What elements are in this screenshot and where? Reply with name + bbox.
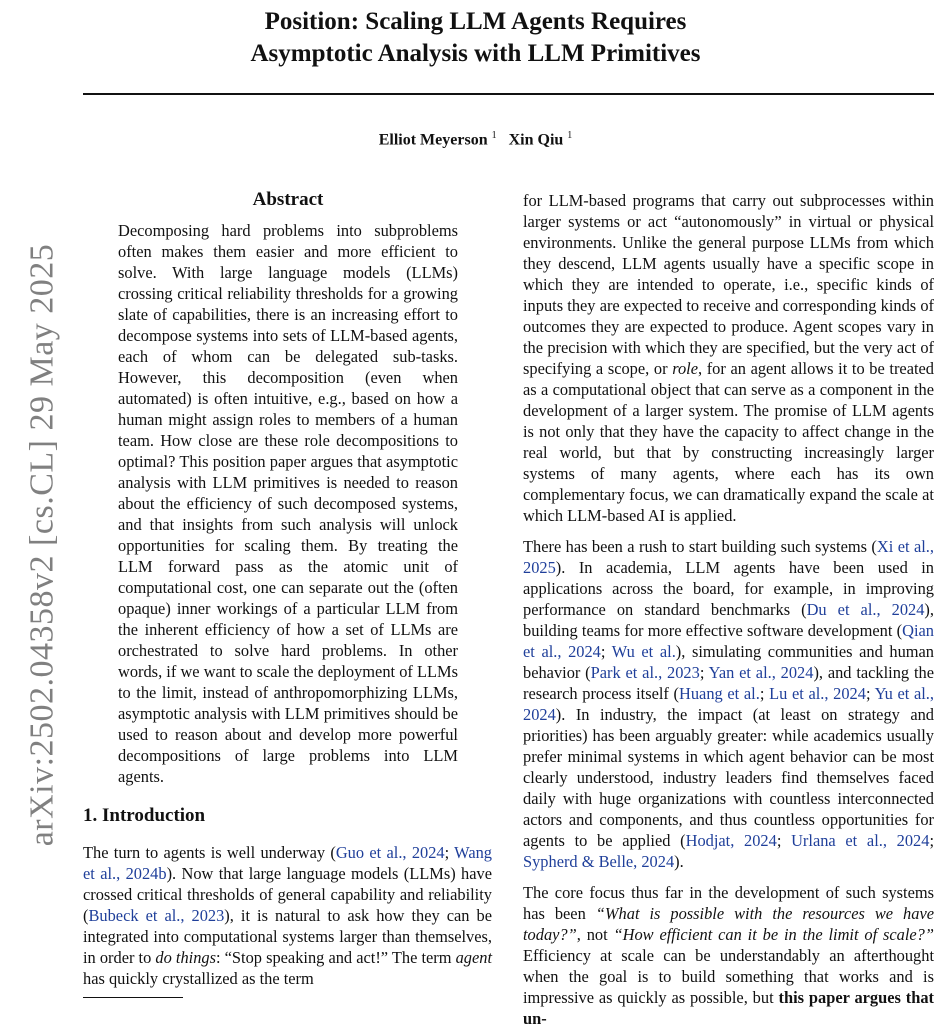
- text-run: The turn to agents is well underway (: [83, 843, 336, 862]
- emphasis-text: role: [672, 359, 698, 378]
- emphasis-text: agent: [455, 948, 493, 967]
- right-column: [523, 190, 934, 1029]
- bold-claim: this paper argues that un-: [523, 988, 934, 1028]
- section-heading: 1. Introduction: [83, 805, 206, 826]
- text-run: ;: [699, 663, 709, 682]
- abstract-heading: Abstract: [252, 189, 324, 210]
- body-paragraph: [523, 536, 934, 872]
- text-run: has quickly crystallized as the term: [83, 969, 314, 988]
- arxiv-identifier: arXiv:2502.04358v2 [cs.CL] 29 May 2025: [23, 243, 61, 847]
- question-quote: “What is possible with the resources we have today?”: [523, 904, 934, 944]
- text-run: ;: [929, 831, 935, 850]
- text-run: ;: [444, 843, 455, 862]
- text-run: There has been a rush to start building such systems (: [523, 537, 877, 556]
- text-run: ;: [600, 642, 612, 661]
- text-run: ). In academia, LLM agents have been used in applications across the board, for example, in improving performance on standard benchmarks (: [523, 558, 934, 619]
- citation-link[interactable]: Guo et al., 2024: [335, 843, 445, 862]
- body-paragraph: [523, 882, 934, 1029]
- text-run: , for an agent allows it to be treated as a computational object that can serve as a component in the development of a larger system. The promise of LLM agents is not only that they have the capacity to affect change in the real world, but that by constructing increasingly larger systems of many agents, where each has its own complementary focus, we can dramatically expand the scale at which LLM-based AI is applied.: [523, 359, 934, 525]
- text-run: ), building teams for more effective software development (: [523, 600, 934, 640]
- citation-link[interactable]: Qian et al., 2024: [523, 621, 934, 661]
- citation-link[interactable]: Huang et al.: [679, 684, 760, 703]
- citation-link[interactable]: Du et al., 2024: [806, 600, 925, 619]
- footnote-rule: [83, 997, 183, 998]
- arxiv-sidebar: [22, 235, 62, 855]
- citation-link[interactable]: Hodjat, 2024: [685, 831, 777, 850]
- text-run: ;: [776, 831, 792, 850]
- text-run: ).: [674, 852, 684, 871]
- citation-link[interactable]: Lu et al., 2024: [769, 684, 866, 703]
- citation-link[interactable]: Bubeck et al., 2023: [88, 906, 225, 925]
- abstract-body: [118, 220, 458, 787]
- title-line-2: Asymptotic Analysis with LLM Primitives: [250, 40, 701, 67]
- text-run: : “Stop speaking and act!” The term: [215, 948, 456, 967]
- citation-link[interactable]: Urlana et al., 2024: [791, 831, 930, 850]
- author-name: Elliot Meyerson: [378, 131, 488, 149]
- citation-link[interactable]: Park et al., 2023: [590, 663, 700, 682]
- text-run: for LLM-based programs that carry out subprocesses within larger systems or act “autonomously” in virtual or physical environments. Unlike the general purpose LLMs from which they descend, LLM agents usually have a specific scope in which they are intended to operate, i.e., specific kinds of inputs they are expected to receive and corresponding kinds of outcomes they are expected to produce. Agent scopes vary in the precision with which they are specified, but the very act of specifying a scope, or: [523, 191, 934, 378]
- text-run: , not: [576, 925, 614, 944]
- text-run: ), it is natural to ask how they can be integrated into computational systems larger than themselves, in order to: [83, 906, 492, 967]
- text-run: ), simulating communities and human behavior (: [523, 642, 934, 682]
- affiliation-mark: 1: [491, 130, 497, 141]
- citation-link[interactable]: Wang et al., 2024b: [83, 843, 492, 883]
- text-run: ), and tackling the research process itself (: [523, 663, 934, 703]
- text-run: ). In industry, the impact (at least on strategy and priorities) has been arguably greater: while academics usually prefer minimal systems in which agent behavior can be most clearly understood, industry leaders find themselves faced daily with huge organizations with countless interconnected actors and components, and thus countless opportunities for agents to be applied (: [523, 705, 934, 850]
- abstract-text: Decomposing hard problems into subproblems often makes them easier and more efficient to solve. With large language models (LLMs) crossing critical reliability thresholds for a growing slate of capabilities, there is an increasing effort to decompose systems into sets of LLM-based agents, each of whom can be delegated sub-tasks. However, this decomposition (even when automated) is often intuitive, e.g., based on how a human might assign roles to members of a human team. How close are these role decompositions to optimal? This position paper argues that asymptotic analysis with LLM primitives is needed to reason about the efficiency of such decomposed systems, and that insights from such analysis will unlock opportunities for scaling them. By treating the LLM forward pass as the atomic unit of computational cost, one can separate out the (often opaque) inner workings of a particular LLM from the inherent efficiency of how a set of LLMs are orchestrated to solve hard problems. In other words, if we want to scale the deployment of LLMs to the limit, instead of anthropomorphizing LLMs, asymptotic analysis with LLM primitives should be used to reason about and develop more powerful decompositions of large problems into LLM agents.: [118, 221, 458, 786]
- question-quote: “How efficient can it be in the limit of scale?”: [613, 925, 934, 944]
- paper-title: [0, 6, 951, 70]
- intro-paragraph: [83, 842, 492, 989]
- affiliation-mark: 1: [567, 130, 573, 141]
- text-run: The core focus thus far in the development of such systems has been: [523, 883, 934, 923]
- title-line-1: Position: Scaling LLM Agents Requires: [264, 8, 687, 35]
- body-paragraph: [523, 190, 934, 526]
- text-run: ;: [759, 684, 770, 703]
- citation-link[interactable]: Sypherd & Belle, 2024: [523, 852, 675, 871]
- text-run: ). Now that large language models (LLMs) have crossed critical thresholds of general capability and reliability (: [83, 864, 492, 925]
- citation-link[interactable]: Yu et al., 2024: [523, 684, 934, 724]
- text-run: Efficiency at scale can be understandably an afterthought when the goal is to build something that works and is impressive as quickly as possible, but: [523, 946, 934, 1007]
- citation-link[interactable]: Xi et al., 2025: [523, 537, 934, 577]
- citation-link[interactable]: Wu et al.: [611, 642, 676, 661]
- author-name: Xin Qiu: [508, 131, 564, 149]
- title-rule: [83, 93, 934, 95]
- author-list: [0, 130, 951, 149]
- emphasis-text: do things: [155, 948, 216, 967]
- text-run: ;: [865, 684, 875, 703]
- citation-link[interactable]: Yan et al., 2024: [708, 663, 814, 682]
